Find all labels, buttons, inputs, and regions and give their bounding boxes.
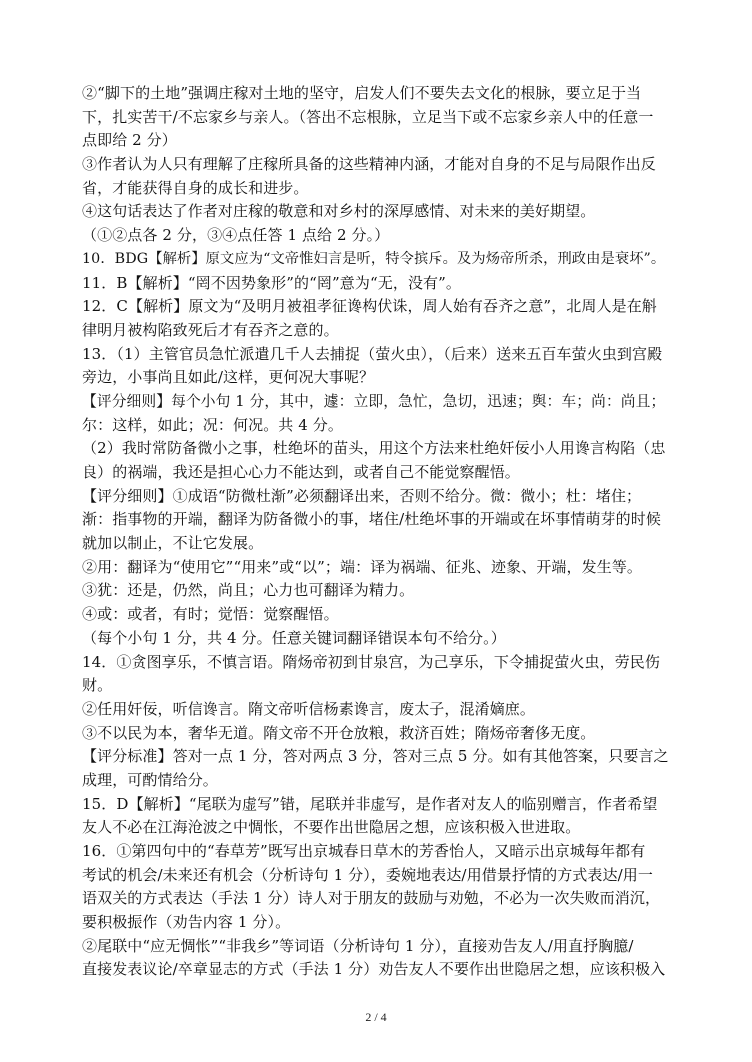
text-line: 尔：这样，如此；况：何况。共 4 分。 — [82, 415, 343, 434]
text-line: 就加以制止，不让它发展。 — [82, 534, 264, 553]
answer-10: 10．BDG【解析】原文应为“文帝惟妇言是听，特令摈斥。及为炀帝所杀，刑政由是衰坏”。 — [82, 250, 666, 267]
answer-11: 11．B【解析】“罔不因势象形”的“罔”意为“无，没有”。 — [82, 273, 462, 292]
text-line: 友人不必在江海沧波之中惆怅，不要作出世隐居之想，应该积极入世进取。 — [82, 818, 581, 837]
answer-15: 15．D【解析】“尾联为虚写”错，尾联并非虚写，是作者对友人的临别赠言，作者希望 — [82, 794, 658, 813]
text-line: 【评分标准】答对一点 1 分，答对两点 3 分，答对三点 5 分。如有其他答案，只要言之 — [82, 747, 669, 766]
text-line: ②用：翻译为“使用它”“用来”或“以”；端：译为祸端、征兆、迹象、开端，发生等。 — [82, 557, 643, 576]
answer-16: 16．①第四句中的“春草芳”既写出京城春日草木的芳香怡人，又暗示出京城每年都有 — [82, 842, 646, 860]
text-line: 点即给 2 分） — [82, 131, 177, 150]
text-line: ③不以民为本，奢华无道。隋文帝不开仓放粮，救济百姓；隋炀帝奢侈无度。 — [82, 723, 596, 742]
text-line: （2）我时常防备微小之事，杜绝坏的苗头，用这个方法来杜绝奸佞小人用谗言构陷（忠 — [82, 439, 666, 458]
text-line: 语双关的方式表达（手法 1 分）诗人对于朋友的鼓励与劝勉，不必为一次失败而消沉， — [82, 889, 661, 908]
text-line: 【评分细则】①成语“防微杜渐”必须翻译出来，否则不给分。微：微小；杜：堵住； — [82, 486, 642, 505]
text-line: ③犹：还是，仍然，尚且；心力也可翻译为精力。 — [82, 581, 415, 600]
answer-14: 14．①贪图享乐，不慎言语。隋炀帝初到甘泉宫，为己享乐，下令捕捉萤火虫，劳民伤 — [82, 652, 660, 671]
text-line: （每个小句 1 分，共 4 分。任意关键词翻译错误本句不给分。） — [82, 628, 506, 647]
text-line: 【评分细则】每个小句 1 分，其中，遽：立即，急忙，急切，迅速；舆：车；尚：尚且； — [82, 392, 666, 410]
text-line: ④这句话表达了作者对庄稼的敬意和对乡村的深厚感情、对未来的美好期望。 — [82, 202, 596, 221]
text-line: 成理，可酌情给分。 — [82, 770, 218, 789]
text-line: 下，扎实苦干/不忘家乡与亲人。（答出不忘根脉，立足当下或不忘家乡亲人中的任意一 — [82, 107, 654, 126]
answer-12: 12．C【解析】原文为“及明月被祖孝征谗构伏诛，周人始有吞齐之意”，北周人是在斛 — [82, 297, 657, 316]
text-line: ②尾联中“应无惆怅”“非我乡”等词语（分析诗句 1 分），直接劝告友人/用直抒胸臆/ — [82, 936, 634, 955]
text-line: ②“脚下的土地”强调庄稼对土地的坚守，启发人们不要失去文化的根脉，要立足于当 — [82, 84, 642, 102]
text-line: 直接发表议论/卒章显志的方式（手法 1 分）劝告友人不要作出世隐居之想，应该积极入 — [82, 960, 666, 979]
text-line: 良）的祸端，我还是担心心力不能达到，或者自己不能觉察醒悟。 — [82, 463, 520, 481]
answer-13: 13．（1）主管官员急忙派遣几千人去捕捉（萤火虫），（后来）送来五百车萤火虫到宫殿 — [82, 344, 663, 363]
page-number: 2 / 4 — [365, 1010, 387, 1024]
text-line: ②任用奸佞，听信谗言。隋文帝听信杨素谗言，废太子，混淆嫡庶。 — [82, 699, 536, 718]
text-line: ④或：或者，有时；觉悟：觉察醒悟。 — [82, 605, 339, 624]
text-line: 律明月被构陷致死后才有吞齐之意的。 — [82, 320, 339, 339]
text-line: 渐：指事物的开端，翻译为防备微小的事，堵住/杜绝坏事的开端或在坏事情萌芽的时候 — [82, 510, 661, 529]
text-line: （①②点各 2 分，③④点任答 1 点给 2 分。） — [82, 226, 390, 245]
text-line: 财。 — [82, 676, 113, 695]
answer-text-block — [82, 82, 672, 982]
text-line: 旁边，小事尚且如此/这样，更何况大事呢？ — [82, 368, 375, 387]
text-line: 考试的机会/未来还有机会（分析诗句 1 分），委婉地表达/用借景抒情的方式表达/用一 — [82, 865, 653, 884]
text-line: ③作者认为人只有理解了庄稼所具备的这些精神内涵，才能对自身的不足与局限作出反 — [82, 155, 656, 174]
text-line: 要积极振作（劝告内容 1 分）。 — [82, 913, 291, 932]
text-line: 省，才能获得自身的成长和进步。 — [82, 178, 309, 197]
